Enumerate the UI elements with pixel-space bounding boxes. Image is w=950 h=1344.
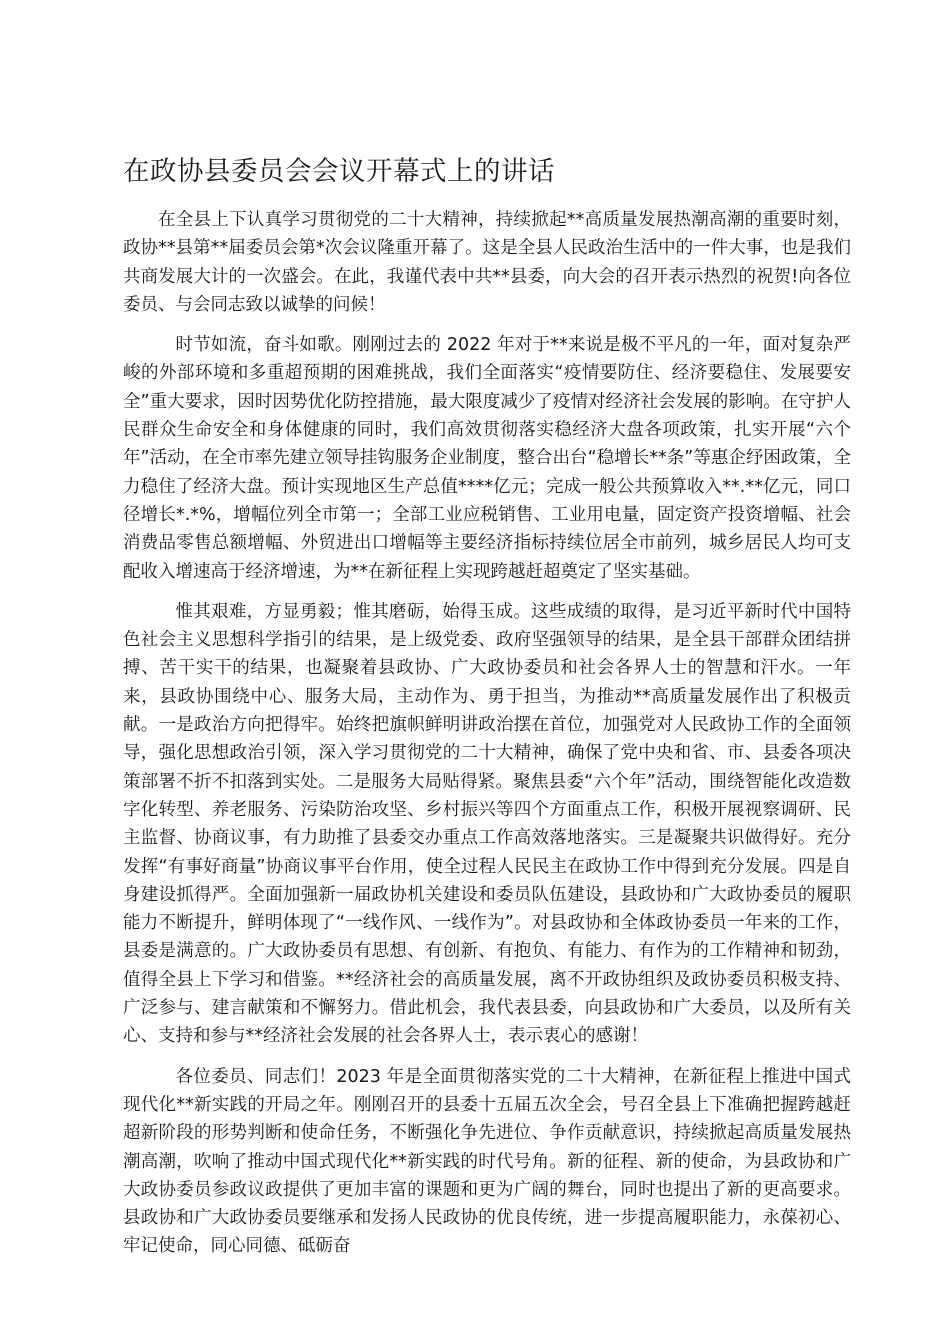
speech-body: [123, 206, 851, 1273]
paragraph-3: 惟其艰难，方显勇毅；惟其磨砺，始得玉成。这些成绩的取得，是习近平新时代中国特色社会主义思想科学指引的结果，是上级党委、政府坚强领导的结果，是全县干部群众团结拼搏、苦干实干的结果，也凝聚着县政协、广大政协委员和社会各界人士的智慧和汗水。一年来，县政协围绕中心、服务大局，主动作为、勇于担当，为推动**高质量发展作出了积极贡献。一是政治方向把得牢。始终把旗帜鲜明讲政治摆在首位，加强党对人民政协工作的全面领导，强化思想政治引领，深入学习贯彻党的二十大精神，确保了党中央和省、市、县委各项决策部署不折不扣落到实处。二是服务大局贴得紧。聚焦县委“六个年”活动，围绕智能化改造数字化转型、养老服务、污染防治攻坚、乡村振兴等四个方面重点工作，积极开展视察调研、民主监督、协商议事，有力助推了县委交办重点工作高效落地落实。三是凝聚共识做得好。充分发挥“有事好商量”协商议事平台作用，使全过程人民民主在政协工作中得到充分发展。四是自身建设抓得严。全面加强新一届政协机关建设和委员队伍建设，县政协和广大政协委员的履职能力不断提升，鲜明体现了“一线作风、一线作为”。对县政协和全体政协委员一年来的工作，县委是满意的。广大政协委员有思想、有创新、有抱负、有能力、有作为的工作精神和韧劲，值得全县上下学习和借鉴。**经济社会的高质量发展，离不开政协组织及政协委员积极支持、广泛参与、建言献策和不懈努力。借此机会，我代表县委，向县政协和广大委员，以及所有关心、支持和参与**经济社会发展的社会各界人士，表示衷心的感谢！: [123, 601, 851, 1047]
speech-title: 在政协县委员会会议开幕式上的讲话: [123, 156, 555, 187]
paragraph-2: 时节如流，奋斗如歌。刚刚过去的 2022 年对于**来说是极不平凡的一年，面对复杂严峻的外部环境和多重超预期的困难挑战，我们全面落实“疫情要防住、经济要稳住、发展要安全”重大要求，因时因势优化防控措施，最大限度减少了疫情对经济社会发展的影响。在守护人民群众生命安全和身体健康的同时，我们高效贯彻落实稳经济大盘各项政策，扎实开展“六个年”活动，在全市率先建立领导挂钩服务企业制度，整合出台“稳增长**条”等惠企纾困政策，全力稳住了经济大盘。预计实现地区生产总值****亿元；完成一般公共预算收入**.**亿元，同口径增长*.*%，增幅位列全市第一；全部工业应税销售、工业用电量，固定资产投资增幅、社会消费品零售总额增幅、外贸进出口增幅等主要经济指标持续位居全市前列，城乡居民人均可支配收入增速高于经济增速，为**在新征程上实现跨越赶超奠定了坚实基础。: [123, 335, 851, 582]
paragraph-1: 在全县上下认真学习贯彻党的二十大精神，持续掀起**高质量发展热潮高潮的重要时刻，政协**县第**届委员会第*次会议隆重开幕了。这是全县人民政治生活中的一件大事，也是我们共商发展大计的一次盛会。在此，我谨代表中共**县委，向大会的召开表示热烈的祝贺!向各位委员、与会同志致以诚挚的问候！: [123, 210, 851, 315]
paragraph-4: 各位委员、同志们！2023 年是全面贯彻落实党的二十大精神，在新征程上推进中国式现代化**新实践的开局之年。刚刚召开的县委十五届五次全会，号召全县上下准确把握跨越赶超新阶段的形势判断和使命任务，不断强化争先进位、争作贡献意识，持续掀起高质量发展热潮高潮，吹响了推动中国式现代化**新实践的时代号角。新的征程、新的使命，为县政协和广大政协委员参政议政提供了更加丰富的课题和更为广阔的舞台，同时也提出了新的更高要求。县政协和广大政协委员要继承和发扬人民政协的优良传统，进一步提高履职能力，永葆初心、牢记使命，同心同德、砥砺奋: [123, 1066, 851, 1257]
